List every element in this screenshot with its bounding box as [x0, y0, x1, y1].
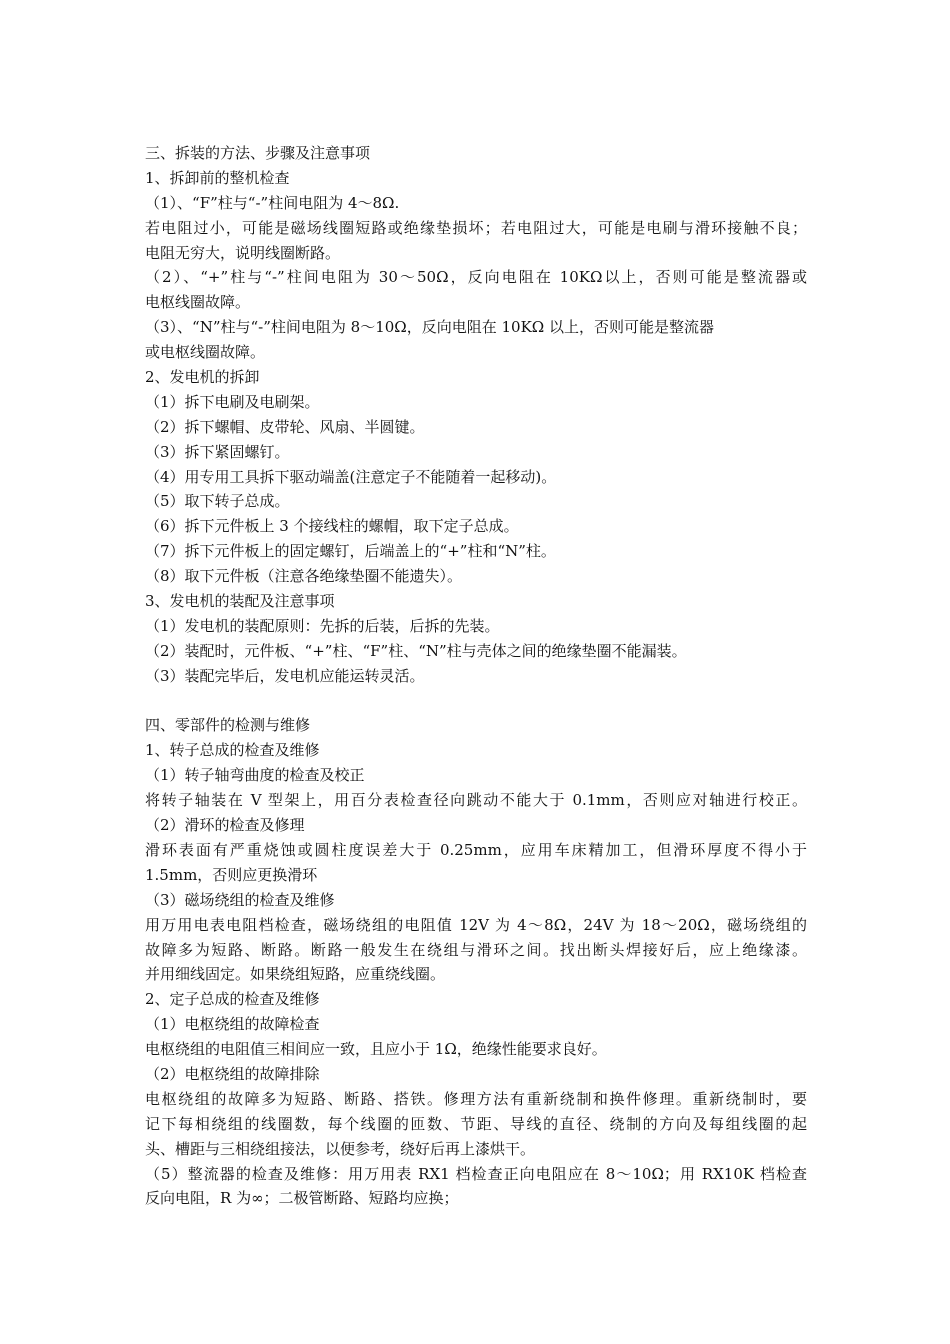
text-line: 滑环表面有严重烧蚀或圆柱度误差大于 0.25mm，应用车床精加工，但滑环厚度不得小于 — [145, 840, 807, 859]
list-item: （8）取下元件板（注意各绝缘垫圈不能遗失）。 — [145, 567, 463, 586]
list-item: （4）用专用工具拆下驱动端盖(注意定子不能随着一起移动)。 — [145, 467, 557, 486]
text-line: （5）整流器的检查及维修：用万用表 RX1 档检查正向电阻应在 8～10Ω；用 RX10K 档检查 — [145, 1164, 807, 1183]
subheading-stator: 2、定子总成的检查及维修 — [145, 990, 320, 1009]
list-item: （2）电枢绕组的故障排除 — [145, 1064, 320, 1083]
subheading-disassembly: 2、发电机的拆卸 — [145, 368, 260, 387]
text-line: （3）、“N”柱与“-”柱间电阻为 8～10Ω，反向电阻在 10KΩ 以上，否则可能是整流器 — [145, 318, 715, 337]
text-line: 故障多为短路、断路。断路一般发生在绕组与滑环之间。找出断头焊接好后，应上绝缘漆。 — [145, 940, 807, 959]
text-line: 用万用电表电阻档检查，磁场绕组的电阻值 12V 为 4～8Ω，24V 为 18～20Ω，磁场绕组的 — [145, 915, 807, 934]
subheading-assembly: 3、发电机的装配及注意事项 — [145, 592, 335, 611]
document-page — [145, 141, 807, 1211]
text-line: 反向电阻，R 为∞；二极管断路、短路均应换； — [145, 1189, 459, 1208]
subheading-rotor: 1、转子总成的检查及维修 — [145, 741, 320, 760]
text-line: 若电阻过小，可能是磁场线圈短路或绝缘垫损坏；若电阻过大，可能是电刷与滑环接触不良； — [145, 218, 807, 237]
list-item: （1）拆下电刷及电刷架。 — [145, 392, 320, 411]
list-item: （1）转子轴弯曲度的检查及校正 — [145, 766, 365, 785]
list-item: （1）发电机的装配原则：先拆的后装，后拆的先装。 — [145, 616, 500, 635]
text-line: 电阻无穷大，说明线圈断路。 — [145, 243, 341, 262]
list-item: （3）磁场绕组的检查及维修 — [145, 890, 335, 909]
list-item: （2）装配时，元件板、“+”柱、“F”柱、“N”柱与壳体之间的绝缘垫圈不能漏装。 — [145, 641, 687, 660]
text-line: （1）、“F”柱与“-”柱间电阻为 4～8Ω. — [145, 193, 400, 212]
text-line: 将转子轴装在 V 型架上，用百分表检查径向跳动不能大于 0.1mm，否则应对轴进行校正。 — [145, 791, 807, 810]
text-line: （2）、“+”柱与“-”柱间电阻为 30～50Ω，反向电阻在 10KΩ以上，否则可能是整流器或 — [145, 268, 807, 287]
list-item: （3）拆下紧固螺钉。 — [145, 442, 290, 461]
list-item: （3）装配完毕后，发电机应能运转灵活。 — [145, 666, 425, 685]
text-line: 记下每相绕组的线圈数，每个线圈的匝数、节距、导线的直径、绕制的方向及每组线圈的起 — [145, 1114, 807, 1133]
text-line: 1.5mm，否则应更换滑环 — [145, 865, 318, 884]
list-item: （5）取下转子总成。 — [145, 492, 290, 511]
list-item: （2）滑环的检查及修理 — [145, 816, 305, 835]
list-item: （1）电枢绕组的故障检查 — [145, 1015, 320, 1034]
section-heading-4: 四、零部件的检测与维修 — [145, 716, 311, 735]
text-line: 或电枢线圈故障。 — [145, 343, 266, 362]
text-line: 电枢绕组的故障多为短路、断路、搭铁。修理方法有重新绕制和换件修理。重新绕制时，要 — [145, 1089, 807, 1108]
section-heading-3: 三、拆装的方法、步骤及注意事项 — [145, 144, 371, 162]
list-item: （6）拆下元件板上 3 个接线柱的螺帽，取下定子总成。 — [145, 517, 519, 536]
text-line: 头、槽距与三相绕组接法，以便参考，绕好后再上漆烘干。 — [145, 1139, 536, 1158]
list-item: （7）拆下元件板上的固定螺钉，后端盖上的“+”柱和“N”柱。 — [145, 542, 556, 561]
subheading-pre-disassembly-check: 1、拆卸前的整机检查 — [145, 168, 290, 187]
blank-line — [145, 689, 807, 714]
text-line: 电枢绕组的电阻值三相间应一致，且应小于 1Ω，绝缘性能要求良好。 — [145, 1040, 607, 1059]
text-line: 电枢线圈故障。 — [145, 293, 251, 312]
list-item: （2）拆下螺帽、皮带轮、风扇、半圆键。 — [145, 417, 425, 436]
text-line: 并用细线固定。如果绕组短路，应重绕线圈。 — [145, 965, 446, 984]
